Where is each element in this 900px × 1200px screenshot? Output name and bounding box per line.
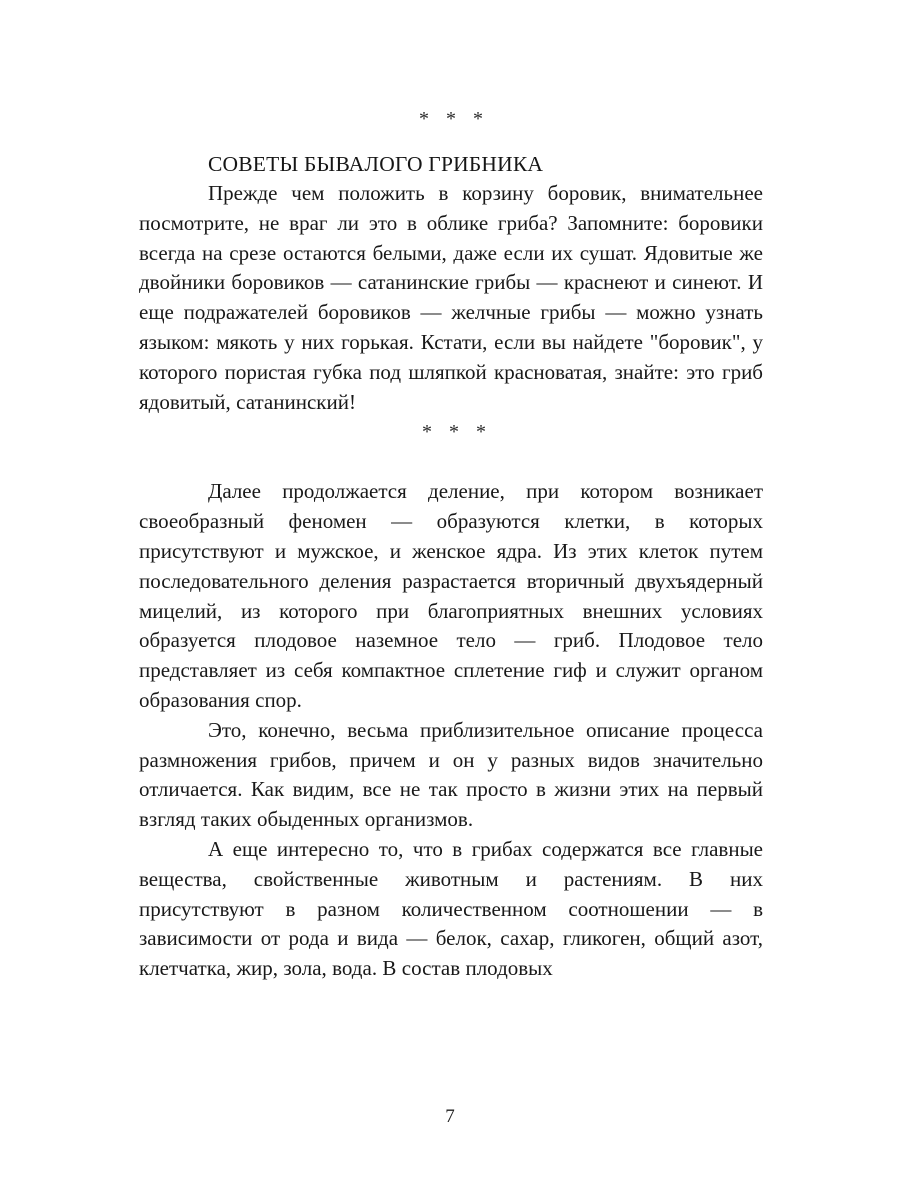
text-column bbox=[139, 104, 763, 984]
page-number: 7 bbox=[445, 1106, 455, 1127]
paragraph-mushroom-substances: А еще интересно то, что в грибах содержатся все главные вещества, свойственные животным и растениям. В них присутствуют в разном количественном соотношении — в зависимости от рода и вида — белок, сахар, гликоген, общий азот, клетчатка, жир, зола, вода. В состав плодовых bbox=[139, 836, 763, 981]
paragraph-approximate-description: Это, конечно, весьма приблизительное описание процесса размножения грибов, причем и он у разных видов значительно отличается. Как видим, все не так просто в жизни этих на первый взгляд таких обыденных организмов. bbox=[139, 717, 763, 832]
paragraph-cell-division: Далее продолжается деление, при котором возникает своеобразный феномен — образуются клетки, в которых присутствуют и мужское, и женское ядра. Из этих клеток путем последовательного деления разрастается вторичный двухъядерный мицелий, из которого при благоприятных внешних условиях образуется плодовое наземное тело — гриб. Плодовое тело представляет из себя компактное сплетение гиф и служит органом образования спор. bbox=[139, 479, 763, 712]
spacer-after-middle-separator bbox=[139, 447, 763, 477]
section-separator-top: * * * bbox=[419, 108, 489, 130]
section-separator-middle: * * * bbox=[422, 421, 492, 444]
paragraph-mushroom-picker-advice: Прежде чем положить в корзину боровик, внимательнее посмотрите, не враг ли это в облике гриба? Запомните: боровики всегда на срезе остаются белыми, даже если их сушат. Ядовитые же двойники боровиков — сатанинские грибы — краснеют и синеют. И еще подражателей боровиков — желчные грибы — можно узнать языком: мякоть у них горькая. Кстати, если вы найдете "боровик", у которого пористая губка под шляпкой красноватая, знайте: это гриб ядовитый, сатанинский! bbox=[139, 181, 763, 414]
section-heading: СОВЕТЫ БЫВАЛОГО ГРИБНИКА bbox=[208, 152, 544, 176]
spacer-after-top-separator bbox=[139, 134, 763, 149]
